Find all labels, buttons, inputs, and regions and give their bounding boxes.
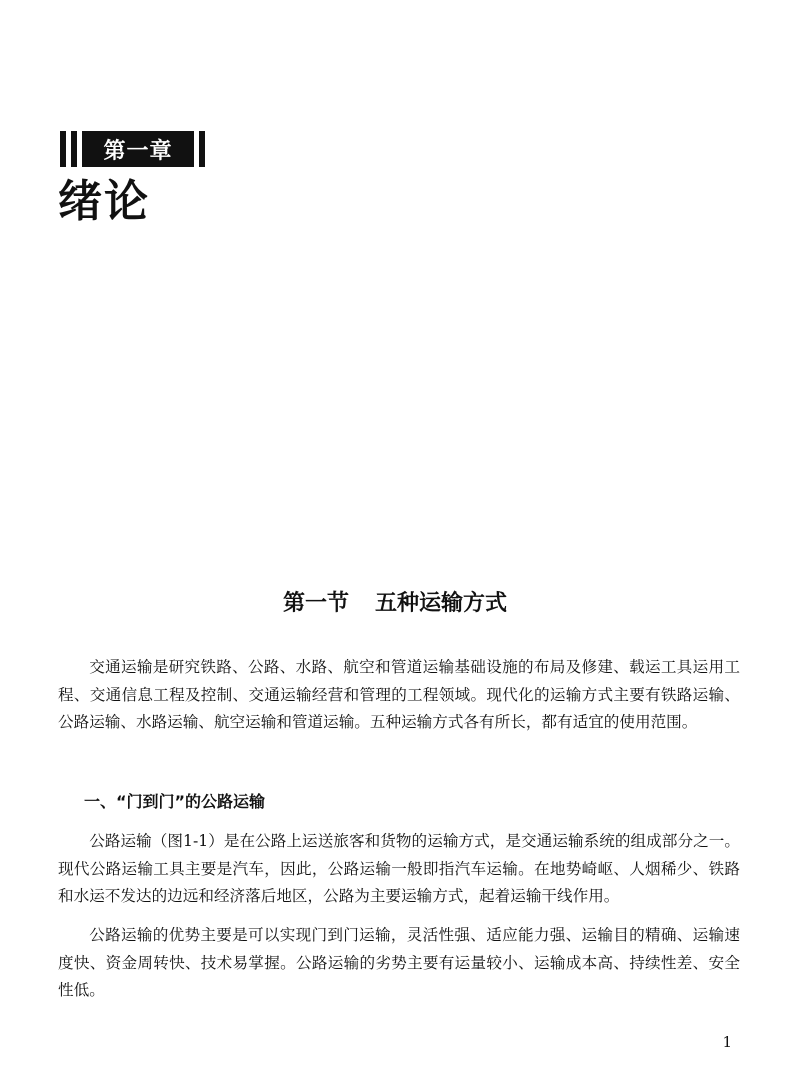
chapter-badge [60,131,205,167]
chapter-title: 绪论 [58,176,150,227]
subheading-road-transport: 一、“门到门”的公路运输 [84,792,266,811]
chapter-label: 第一章 [82,131,194,167]
road-definition-paragraph: 公路运输（图1-1）是在公路上运送旅客和货物的运输方式，是交通运输系统的组成部分之一。现代公路运输工具主要是汽车，因此，公路运输一般即指汽车运输。在地势崎岖、人烟稀少、铁路和水运不发达的边远和经济落后地区，公路为主要运输方式，起着运输干线作用。 [58,832,740,905]
section-title [0,588,790,618]
section-name: 五种运输方式 [375,590,508,616]
section-number: 第一节 [282,590,349,616]
badge-bar-right [199,131,205,167]
intro-paragraph: 交通运输是研究铁路、公路、水路、航空和管道运输基础设施的布局及修建、载运工具运用工程、交通信息工程及控制、交通运输经营和管理的工程领域。现代化的运输方式主要有铁路运输、公路运输、水路运输、航空运输和管道运输。五种运输方式各有所长，都有适宜的使用范围。 [58,658,740,731]
badge-bar-left-inner [71,131,77,167]
page-number: 1 [722,1033,732,1051]
badge-bar-left-outer [60,131,66,167]
road-pros-cons-paragraph: 公路运输的优势主要是可以实现门到门运输，灵活性强、适应能力强、运输目的精确、运输速度快、资金周转快、技术易掌握。公路运输的劣势主要有运量较小、运输成本高、持续性差、安全性低。 [58,926,740,999]
